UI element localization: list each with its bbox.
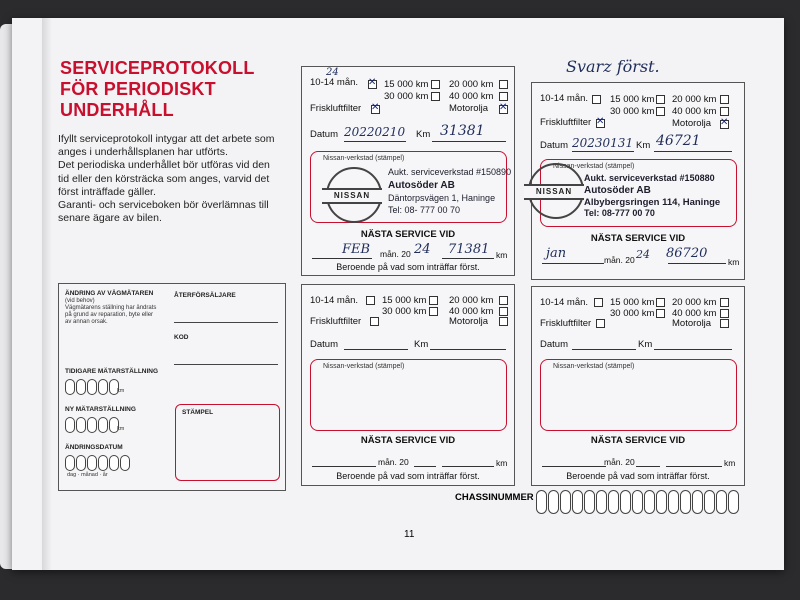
intro-line: senare ägare av bilen. [58, 212, 162, 225]
cabin-filter-label: Friskluftfilter [310, 103, 362, 114]
next-month-value: FEB [342, 242, 371, 257]
km15-label: 15 000 km [384, 79, 429, 90]
km20-checkbox[interactable] [720, 298, 729, 307]
km30-checkbox[interactable] [429, 307, 438, 316]
next-month-prefix: mån. 20 [604, 255, 635, 265]
title-line-3: UNDERHÅLL [60, 100, 174, 120]
odometer-change-desc: av annan orsak. [65, 319, 108, 325]
page-spine [42, 18, 52, 570]
next-km-line [442, 466, 494, 467]
km30-label: 30 000 km [610, 308, 655, 319]
intro-line: Det periodiska underhållet bör utföras vid den [58, 159, 270, 172]
odometer-change-desc: på grund av reparation, byte eller [65, 312, 154, 318]
engine-oil-label: Motorolja [672, 118, 712, 129]
km20-label: 20 000 km [672, 94, 717, 105]
whichever-first: Beroende på vad som inträffar först. [336, 471, 480, 481]
km20-checkbox[interactable] [499, 80, 508, 89]
cabin-filter-checkbox[interactable] [596, 319, 605, 328]
km40-checkbox[interactable] [499, 92, 508, 101]
km15-label: 15 000 km [610, 297, 655, 308]
workshop-caption: Nissan-verkstad (stämpel) [553, 363, 635, 370]
odometer-change-title: ÄNDRING AV VÄGMÄTAREN [65, 290, 154, 297]
km40-label: 40 000 km [449, 306, 494, 317]
months-label: 10-14 mån. [540, 93, 589, 104]
next-year-line [414, 466, 436, 467]
date-label: Datum [310, 339, 338, 350]
km-line [432, 141, 506, 142]
months-checkbox[interactable] [592, 95, 601, 104]
next-service-title: NÄSTA SERVICE VID [590, 233, 686, 244]
next-service-title: NÄSTA SERVICE VID [360, 229, 456, 240]
intro-text [58, 133, 290, 225]
workshop-stamp-box [540, 359, 737, 431]
km-label: Km [414, 339, 429, 350]
nissan-logo-text: NISSAN [322, 188, 382, 204]
intro-line: först inträffade gäller. [58, 185, 156, 198]
next-month-line [312, 258, 372, 259]
next-km-line [666, 466, 722, 467]
km15-label: 15 000 km [610, 94, 655, 105]
next-month-value: jan [546, 246, 567, 261]
new-reading-label: NY MÄTARSTÄLLNING [65, 406, 136, 413]
date-line [572, 349, 636, 350]
months-label: 10-14 mån. [310, 295, 359, 306]
next-km-line [668, 263, 726, 264]
next-km-unit: km [724, 458, 736, 468]
months-checkbox[interactable] [368, 80, 377, 89]
km-line [430, 349, 506, 350]
workshop-stamp-box [310, 359, 507, 431]
next-month-prefix: mån. 20 [378, 457, 409, 467]
cabin-filter-checkbox[interactable] [596, 119, 605, 128]
km40-checkbox[interactable] [720, 107, 729, 116]
cabin-filter-label: Friskluftfilter [310, 316, 362, 327]
title-line-1: SERVICEPROTOKOLL [60, 58, 255, 78]
odometer-change-box [58, 283, 286, 491]
date-value: 20220210 [344, 125, 406, 139]
change-date-label: ÄNDRINGSDATUM [65, 444, 123, 451]
months-checkbox[interactable] [594, 298, 603, 307]
service-card-4 [531, 286, 745, 486]
next-month-prefix: mån. 20 [380, 249, 411, 259]
change-date-digits [65, 455, 130, 471]
intro-line: Ifyllt serviceprotokoll intygar att det arbete som [58, 133, 275, 145]
months-checkbox[interactable] [366, 296, 375, 305]
km20-checkbox[interactable] [720, 95, 729, 104]
km-line [654, 349, 732, 350]
next-year-value: 24 [636, 248, 650, 261]
km-value: 46721 [656, 133, 701, 149]
km20-checkbox[interactable] [499, 296, 508, 305]
next-km-unit: km [496, 250, 508, 260]
previous-reading-label: TIDIGARE MÄTARSTÄLLNING [65, 368, 159, 375]
date-value: 20230131 [572, 136, 634, 150]
next-month-line [312, 466, 376, 467]
odometer-change-sub: (vid behov) [65, 298, 95, 304]
whichever-first: Beroende på vad som inträffar först. [566, 471, 710, 481]
new-reading-unit: km [117, 426, 125, 432]
nissan-logo-icon [528, 163, 584, 219]
stamp-line: Albybergsringen 114, Haninge [584, 197, 721, 208]
km20-label: 20 000 km [449, 295, 494, 306]
odometer-change-desc: Vägmätarens ställning har ändrats [65, 305, 157, 311]
stamp-label: STÄMPEL [182, 409, 214, 416]
nissan-logo-text: NISSAN [524, 184, 584, 200]
chassis-number-field[interactable] [536, 490, 739, 514]
km-label: Km [416, 129, 431, 140]
new-reading-digits [65, 417, 119, 433]
previous-reading-unit: km [117, 388, 125, 394]
intro-line: Garanti- och serviceboken bör överlämnas till [58, 199, 269, 212]
engine-oil-label: Motorolja [449, 103, 489, 114]
date-line [344, 141, 406, 142]
service-card-2 [531, 57, 745, 280]
km30-label: 30 000 km [382, 306, 427, 317]
next-km-value: 86720 [666, 246, 708, 261]
nissan-logo-icon [326, 167, 382, 223]
odometer-stamp-box [175, 404, 280, 481]
km30-checkbox[interactable] [431, 92, 440, 101]
service-card-3 [301, 284, 515, 486]
cabin-filter-checkbox[interactable] [371, 105, 380, 114]
stamp-line: Autosöder AB [388, 180, 455, 191]
chassis-number-label: CHASSINUMMER [455, 492, 534, 503]
months-handwritten: 24 [326, 67, 339, 78]
workshop-caption: Nissan-verkstad (stämpel) [323, 363, 405, 370]
next-month-prefix: mån. 20 [604, 457, 635, 467]
date-label: Datum [540, 339, 568, 350]
service-card-1 [301, 66, 515, 276]
engine-oil-label: Motorolja [449, 316, 489, 327]
intro-line: tid eller den körsträcka som anges, varvid det [58, 172, 270, 185]
date-label: Datum [310, 129, 338, 140]
km-label: Km [638, 339, 653, 350]
km30-label: 30 000 km [610, 106, 655, 117]
km40-label: 40 000 km [672, 106, 717, 117]
stamp-line: Aukt. serviceverkstad #150880 [584, 173, 715, 183]
km15-checkbox[interactable] [431, 80, 440, 89]
engine-oil-checkbox[interactable] [720, 319, 729, 328]
next-km-unit: km [496, 458, 508, 468]
stamp-line: Aukt. serviceverkstad #150890 [388, 167, 512, 177]
code-label: KOD [174, 334, 189, 341]
code-line [174, 364, 278, 365]
km15-checkbox[interactable] [656, 298, 665, 307]
workshop-caption: Nissan-verkstad (stämpel) [553, 163, 635, 170]
km15-checkbox[interactable] [656, 95, 665, 104]
next-month-line [542, 466, 606, 467]
next-year-line [636, 466, 660, 467]
date-line [572, 151, 634, 152]
km-line [654, 151, 732, 152]
intro-line: anges i underhållsplanen har utförts. [58, 146, 228, 159]
km15-label: 15 000 km [382, 295, 427, 306]
km40-checkbox[interactable] [720, 309, 729, 318]
next-km-value: 71381 [448, 242, 490, 257]
km30-checkbox[interactable] [656, 309, 665, 318]
km40-checkbox[interactable] [499, 307, 508, 316]
km40-label: 40 000 km [672, 308, 717, 319]
months-label: 10-14 mån. [540, 297, 589, 308]
cabin-filter-label: Friskluftfilter [540, 117, 592, 128]
km15-checkbox[interactable] [429, 296, 438, 305]
dealer-label: ÅTERFÖRSÄLJARE [174, 292, 236, 299]
next-service-title: NÄSTA SERVICE VID [590, 435, 686, 446]
stamp-line: Autosöder AB [584, 185, 651, 196]
stamp-line: Tel: 08-777 00 70 [584, 208, 655, 218]
handwritten-note: Svarz först. [566, 57, 660, 76]
date-line [344, 349, 408, 350]
km20-label: 20 000 km [449, 79, 494, 90]
dealer-line [174, 322, 278, 323]
whichever-first: Beroende på vad som inträffar först. [336, 262, 480, 272]
next-km-unit: km [728, 257, 740, 267]
months-label: 10-14 mån. [310, 77, 359, 88]
stamp-line: Tel: 08- 777 00 70 [388, 205, 461, 215]
km40-label: 40 000 km [449, 91, 494, 102]
cabin-filter-checkbox[interactable] [370, 317, 379, 326]
km-value: 31381 [440, 123, 485, 139]
engine-oil-label: Motorolja [672, 318, 712, 329]
workshop-caption: Nissan-verkstad (stämpel) [323, 155, 405, 162]
engine-oil-checkbox[interactable] [499, 317, 508, 326]
title-line-2: FÖR PERIODISKT [60, 79, 216, 99]
cabin-filter-label: Friskluftfilter [540, 318, 592, 329]
km30-checkbox[interactable] [656, 107, 665, 116]
page-number: 11 [404, 529, 415, 540]
previous-reading-digits [65, 379, 119, 395]
change-date-hint: dag · månad · år [67, 472, 108, 478]
km-label: Km [636, 140, 651, 151]
engine-oil-checkbox[interactable] [499, 105, 508, 114]
km30-label: 30 000 km [384, 91, 429, 102]
page-title [60, 58, 290, 121]
next-month-line [542, 263, 604, 264]
next-year-value: 24 [414, 242, 431, 257]
stamp-line: Däntorpsvägen 1, Haninge [388, 193, 496, 203]
next-service-title: NÄSTA SERVICE VID [360, 435, 456, 446]
km20-label: 20 000 km [672, 297, 717, 308]
engine-oil-checkbox[interactable] [720, 120, 729, 129]
next-km-line [442, 258, 494, 259]
date-label: Datum [540, 140, 568, 151]
